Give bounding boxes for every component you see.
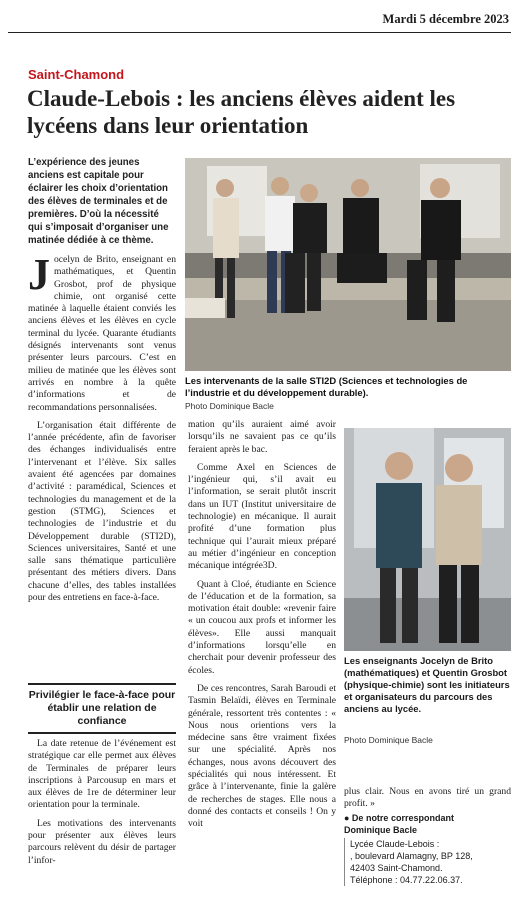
pull-quote: Privilégier le face-à-face pour établir une relation de confiance	[28, 689, 176, 727]
byline: ● De notre correspondant Dominique Bacle	[344, 813, 454, 835]
article-lead: L’expérience des jeunes anciens est capitale pour éclairer les choix d’orientation des élèves de terminales et de premières. D’où la nécessité qui s’imposait d’organiser une matinée dédiée à ce thème.	[28, 157, 169, 246]
photo-illustration	[344, 428, 511, 651]
photo-students-sti2d	[185, 158, 511, 371]
photo-teachers	[344, 428, 511, 651]
paragraph: L’organisation était différente de l’année précédente, afin de favoriser des échanges individualisés entre l’intervenant et l’élève. Six salles avaient été agencées par domaines d’activité : paramédical, Sciences et technologies du management et de la gestion (STMG), Sciences et technologies de l’industrie et du Développement durable (STI2D), Sciences universitaires, Santé et une salle sans thématique particulière présentant des métiers divers. Dans chacune d’elles, des tables installées pour des entretiens en face-à-face.	[28, 419, 176, 604]
drop-cap: J	[28, 250, 50, 299]
paragraph: La date retenue de l’événement est stratégique car elle permet aux élèves de Terminales de préparer leurs inscriptions à Parcousup en mars et aux élèves de 1re de déterminer leur orientation pour la terminale.	[28, 738, 176, 811]
photo-caption: Les intervenants de la salle STI2D (Sciences et technologies de l’industrie et du développement durable).	[185, 375, 468, 398]
header-rule	[8, 32, 511, 33]
article-kicker: Saint-Chamond	[28, 67, 125, 82]
pull-quote-box	[28, 683, 176, 734]
photo-credit: Photo Dominique Bacle	[185, 401, 274, 411]
paragraph: mation qu’ils auraient aimé avoir lorsqu’ils ne savaient pas ce qu’ils feraient après le bac.	[188, 419, 336, 455]
edition-date: Mardi 5 décembre 2023	[382, 12, 509, 26]
photo-caption: Les enseignants Jocelyn de Brito (mathématiques) et Quentin Grosbot (physique-chimie) sont les initiateurs et organisateurs du parcours des anciens au lycée.	[344, 655, 510, 714]
article-column-1	[28, 250, 176, 610]
article-column-1b	[28, 738, 176, 873]
article-column-2	[188, 419, 336, 837]
paragraph: ocelyn de Brito, enseignant en mathématiques, et Quentin Grosbot, prof de physique chimie, ont organisé cette matinée à laquelle étaient conviés les anciens élèves et les élèves en cycle terminal du lycée. Quarante étudiants désignés intervenants sont venus présenter leurs parcours. C’est en milieu de matinée que les élèves sont arrivés en nombre à la quête d’informations et de recommandations personnalisées.	[28, 254, 176, 413]
paragraph: Quant à Cloé, étudiante en Science de l’éducation et de la formation, sa motivation était double: «revenir faire « un coucou aux profs et informer les élèves». Elle aussi manquait d’informations lorsqu’elle en cherchait pour devenir professeur des écoles.	[188, 578, 336, 676]
school-address: Lycée Claude-Lebois : , boulevard Alamagny, BP 128, 42403 Saint-Chamond. Téléphone : 04.77.22.06.37.	[344, 838, 511, 886]
photo-illustration	[185, 158, 511, 371]
paragraph: Les motivations des intervenants pour présenter aux élèves leurs parcours relèvent du désir de partager l’infor-	[28, 817, 176, 866]
paragraph: De ces rencontres, Sarah Baroudi et Tasmin Belaïdi, élèves en Terminale générale, ressortent très contentes : « Nous nous orientions vers la médecine sans être vraiment fixées sur une spécialité. Après nos échanges, nous avons découvert des spécialités qui nous intéressent. Et grâce à l’intervenante, finie la galère de recherches de stages. Elle nous a donné des contacts et conseils ! On y voit	[188, 682, 336, 830]
article-title: Claude-Lebois : les anciens élèves aident les lycéens dans leur orientation	[27, 86, 456, 138]
photo-credit: Photo Dominique Bacle	[344, 735, 433, 745]
paragraph: Comme Axel en Sciences de l’ingénieur qui, s’il avait eu l’information, se serait plutôt inscrit dans un IUT (Institut universitaire de technologie) en mécanique. Il aurait profité d’une formation plus technique qui l’aurait mieux préparé au métier d’ingénieur en conception mécanique intégrée3D.	[188, 461, 336, 572]
paragraph: plus clair. Nous en avons tiré un grand profit. »	[344, 786, 511, 810]
